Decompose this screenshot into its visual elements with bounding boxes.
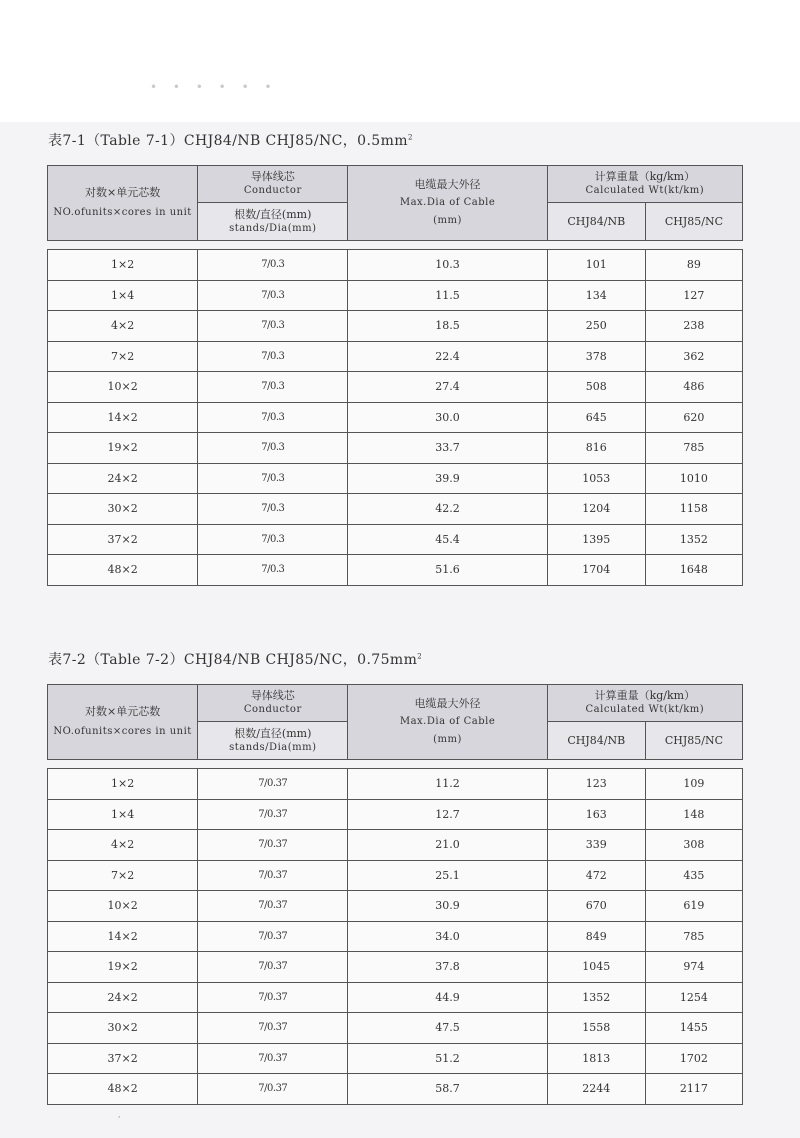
header-dia-cn: 电缆最大外径 xyxy=(414,697,481,710)
header-wt-col1: CHJ84/NB xyxy=(547,203,645,241)
header-conductor-cn: 导体线芯 xyxy=(250,170,295,183)
cell-wt-nb: 816 xyxy=(547,433,645,464)
cell-dia: 33.7 xyxy=(348,433,547,464)
cell-conductor: 7/0.3 xyxy=(198,555,348,586)
header-pairs-en: NO.ofunits×cores in unit xyxy=(53,726,192,737)
header-pairs-cn: 对数×单元芯数 xyxy=(84,186,161,199)
cell-wt-nb: 1053 xyxy=(547,463,645,494)
header-conductor xyxy=(198,685,348,722)
cell-wt-nc: 1702 xyxy=(645,1043,742,1074)
cell-conductor: 7/0.3 xyxy=(198,341,348,372)
cell-wt-nb: 101 xyxy=(547,250,645,281)
cell-pairs: 14×2 xyxy=(48,402,198,433)
cell-dia: 12.7 xyxy=(348,799,547,830)
cell-dia: 39.9 xyxy=(348,463,547,494)
cell-conductor: 7/0.3 xyxy=(198,494,348,525)
cell-wt-nc: 785 xyxy=(645,921,742,952)
table-row xyxy=(48,555,743,586)
cell-wt-nc: 435 xyxy=(645,860,742,891)
cell-wt-nb: 134 xyxy=(547,280,645,311)
header-dia xyxy=(348,166,547,241)
cell-conductor: 7/0.37 xyxy=(198,982,348,1013)
cell-wt-nc: 148 xyxy=(645,799,742,830)
cell-dia: 42.2 xyxy=(348,494,547,525)
cell-pairs: 48×2 xyxy=(48,1074,198,1105)
cell-pairs: 4×2 xyxy=(48,830,198,861)
cell-pairs: 1×2 xyxy=(48,250,198,281)
cell-pairs: 24×2 xyxy=(48,463,198,494)
cell-conductor: 7/0.37 xyxy=(198,830,348,861)
scan-dots: • • • • • • xyxy=(150,80,278,94)
cell-conductor: 7/0.37 xyxy=(198,860,348,891)
cell-pairs: 7×2 xyxy=(48,341,198,372)
cell-conductor: 7/0.3 xyxy=(198,250,348,281)
cell-wt-nb: 1558 xyxy=(547,1013,645,1044)
table-row xyxy=(48,280,743,311)
table-caption xyxy=(48,130,413,150)
header-conductor-sub-en: stands/Dia(mm) xyxy=(229,222,317,234)
cell-wt-nc: 486 xyxy=(645,372,742,403)
cell-wt-nc: 127 xyxy=(645,280,742,311)
cell-wt-nb: 2244 xyxy=(547,1074,645,1105)
cell-dia: 22.4 xyxy=(348,341,547,372)
table-row xyxy=(48,891,743,922)
cell-wt-nb: 670 xyxy=(547,891,645,922)
scan-speck: , xyxy=(118,1110,121,1119)
cell-wt-nb: 123 xyxy=(547,769,645,800)
table-row xyxy=(48,463,743,494)
header-pairs-en: NO.ofunits×cores in unit xyxy=(53,207,192,218)
cell-pairs: 7×2 xyxy=(48,860,198,891)
header-weight-en: Calculated Wt(kt/km) xyxy=(585,704,705,715)
cell-pairs: 30×2 xyxy=(48,494,198,525)
cell-wt-nc: 974 xyxy=(645,952,742,983)
table-row xyxy=(48,494,743,525)
cell-wt-nc: 620 xyxy=(645,402,742,433)
header-weight-en: Calculated Wt(kt/km) xyxy=(585,185,705,196)
header-dia-unit: (mm) xyxy=(433,734,462,745)
cell-dia: 30.0 xyxy=(348,402,547,433)
caption-sup: 2 xyxy=(417,652,423,661)
caption-prefix: 表7-1（Table 7-1） xyxy=(48,133,184,149)
table-row xyxy=(48,250,743,281)
header-dia-en: Max.Dia of Cable xyxy=(399,716,496,727)
cell-dia: 44.9 xyxy=(348,982,547,1013)
header-wt-col2: CHJ85/NC xyxy=(645,722,742,760)
header-conductor-sub xyxy=(198,203,348,241)
cell-conductor: 7/0.3 xyxy=(198,433,348,464)
cell-conductor: 7/0.37 xyxy=(198,1074,348,1105)
cell-dia: 58.7 xyxy=(348,1074,547,1105)
cell-wt-nc: 1455 xyxy=(645,1013,742,1044)
table-row xyxy=(48,311,743,342)
table-caption xyxy=(48,649,422,669)
table-row xyxy=(48,982,743,1013)
cell-conductor: 7/0.37 xyxy=(198,799,348,830)
table-row xyxy=(48,524,743,555)
header-weight-cn: 计算重量（kg/km） xyxy=(594,689,696,702)
table-row xyxy=(48,1013,743,1044)
header-dia xyxy=(348,685,547,760)
header-conductor-sub-cn: 根数/直径(mm) xyxy=(234,207,312,221)
cell-wt-nb: 1704 xyxy=(547,555,645,586)
header-conductor-sub xyxy=(198,722,348,760)
cell-wt-nc: 1648 xyxy=(645,555,742,586)
cell-wt-nb: 472 xyxy=(547,860,645,891)
cell-dia: 51.6 xyxy=(348,555,547,586)
cell-wt-nb: 645 xyxy=(547,402,645,433)
caption-prefix: 表7-2（Table 7-2） xyxy=(48,652,184,668)
cell-pairs: 24×2 xyxy=(48,982,198,1013)
cell-wt-nb: 1045 xyxy=(547,952,645,983)
cell-conductor: 7/0.3 xyxy=(198,372,348,403)
table-body xyxy=(47,249,743,586)
table-body xyxy=(47,768,743,1105)
cell-wt-nc: 1010 xyxy=(645,463,742,494)
header-conductor-en: Conductor xyxy=(243,704,302,715)
cell-conductor: 7/0.3 xyxy=(198,280,348,311)
cell-conductor: 7/0.37 xyxy=(198,891,348,922)
cell-conductor: 7/0.3 xyxy=(198,311,348,342)
cell-wt-nb: 250 xyxy=(547,311,645,342)
top-band xyxy=(0,0,800,122)
cell-dia: 10.3 xyxy=(348,250,547,281)
table-row xyxy=(48,433,743,464)
cell-dia: 34.0 xyxy=(348,921,547,952)
cell-dia: 11.5 xyxy=(348,280,547,311)
cell-dia: 11.2 xyxy=(348,769,547,800)
cell-conductor: 7/0.37 xyxy=(198,769,348,800)
table-row xyxy=(48,402,743,433)
header-weight-cn: 计算重量（kg/km） xyxy=(594,170,696,183)
table-row xyxy=(48,952,743,983)
table-header xyxy=(47,684,743,760)
header-conductor xyxy=(198,166,348,203)
cell-wt-nb: 339 xyxy=(547,830,645,861)
header-weight xyxy=(547,685,742,722)
table-row xyxy=(48,1043,743,1074)
header-conductor-sub-cn: 根数/直径(mm) xyxy=(234,726,312,740)
cell-pairs: 37×2 xyxy=(48,1043,198,1074)
cell-pairs: 1×4 xyxy=(48,799,198,830)
cell-pairs: 19×2 xyxy=(48,433,198,464)
table-row xyxy=(48,799,743,830)
cell-wt-nb: 163 xyxy=(547,799,645,830)
cell-dia: 51.2 xyxy=(348,1043,547,1074)
cell-dia: 37.8 xyxy=(348,952,547,983)
cell-conductor: 7/0.37 xyxy=(198,1043,348,1074)
header-dia-cn: 电缆最大外径 xyxy=(414,178,481,191)
cell-wt-nc: 109 xyxy=(645,769,742,800)
cell-wt-nc: 238 xyxy=(645,311,742,342)
caption-spec: CHJ84/NB CHJ85/NC，0.5mm xyxy=(183,133,408,149)
header-conductor-en: Conductor xyxy=(243,185,302,196)
cell-wt-nc: 362 xyxy=(645,341,742,372)
cell-wt-nc: 785 xyxy=(645,433,742,464)
cell-dia: 21.0 xyxy=(348,830,547,861)
table-row xyxy=(48,769,743,800)
cell-pairs: 4×2 xyxy=(48,311,198,342)
header-pairs-cn: 对数×单元芯数 xyxy=(84,705,161,718)
cell-dia: 25.1 xyxy=(348,860,547,891)
cell-pairs: 19×2 xyxy=(48,952,198,983)
cell-conductor: 7/0.37 xyxy=(198,921,348,952)
cell-pairs: 14×2 xyxy=(48,921,198,952)
cell-dia: 27.4 xyxy=(348,372,547,403)
cell-dia: 18.5 xyxy=(348,311,547,342)
header-pairs xyxy=(48,166,198,241)
cell-wt-nc: 1158 xyxy=(645,494,742,525)
cell-pairs: 1×4 xyxy=(48,280,198,311)
header-pairs xyxy=(48,685,198,760)
caption-spec: CHJ84/NB CHJ85/NC，0.75mm xyxy=(183,652,418,668)
header-conductor-sub-en: stands/Dia(mm) xyxy=(229,741,317,753)
table-row xyxy=(48,830,743,861)
cell-conductor: 7/0.37 xyxy=(198,1013,348,1044)
cell-conductor: 7/0.37 xyxy=(198,952,348,983)
header-conductor-cn: 导体线芯 xyxy=(250,689,295,702)
cell-wt-nc: 2117 xyxy=(645,1074,742,1105)
cell-conductor: 7/0.3 xyxy=(198,463,348,494)
cell-dia: 47.5 xyxy=(348,1013,547,1044)
cell-wt-nb: 378 xyxy=(547,341,645,372)
table-header xyxy=(47,165,743,241)
header-dia-unit: (mm) xyxy=(433,215,462,226)
cell-wt-nb: 508 xyxy=(547,372,645,403)
cell-wt-nb: 1813 xyxy=(547,1043,645,1074)
header-dia-en: Max.Dia of Cable xyxy=(399,197,496,208)
cell-pairs: 1×2 xyxy=(48,769,198,800)
cell-wt-nc: 619 xyxy=(645,891,742,922)
cell-pairs: 10×2 xyxy=(48,891,198,922)
cell-wt-nb: 1352 xyxy=(547,982,645,1013)
cell-wt-nb: 1204 xyxy=(547,494,645,525)
table-row xyxy=(48,372,743,403)
cell-pairs: 30×2 xyxy=(48,1013,198,1044)
cell-wt-nc: 89 xyxy=(645,250,742,281)
caption-sup: 2 xyxy=(407,133,413,142)
table-row xyxy=(48,860,743,891)
cell-dia: 45.4 xyxy=(348,524,547,555)
cell-wt-nc: 308 xyxy=(645,830,742,861)
table-row xyxy=(48,1074,743,1105)
table-row xyxy=(48,341,743,372)
cell-dia: 30.9 xyxy=(348,891,547,922)
cell-wt-nc: 1254 xyxy=(645,982,742,1013)
cell-wt-nc: 1352 xyxy=(645,524,742,555)
cell-conductor: 7/0.3 xyxy=(198,402,348,433)
cell-wt-nb: 1395 xyxy=(547,524,645,555)
cell-conductor: 7/0.3 xyxy=(198,524,348,555)
cell-pairs: 37×2 xyxy=(48,524,198,555)
cell-wt-nb: 849 xyxy=(547,921,645,952)
header-wt-col2: CHJ85/NC xyxy=(645,203,742,241)
cell-pairs: 48×2 xyxy=(48,555,198,586)
header-wt-col1: CHJ84/NB xyxy=(547,722,645,760)
header-weight xyxy=(547,166,742,203)
cell-pairs: 10×2 xyxy=(48,372,198,403)
table-row xyxy=(48,921,743,952)
